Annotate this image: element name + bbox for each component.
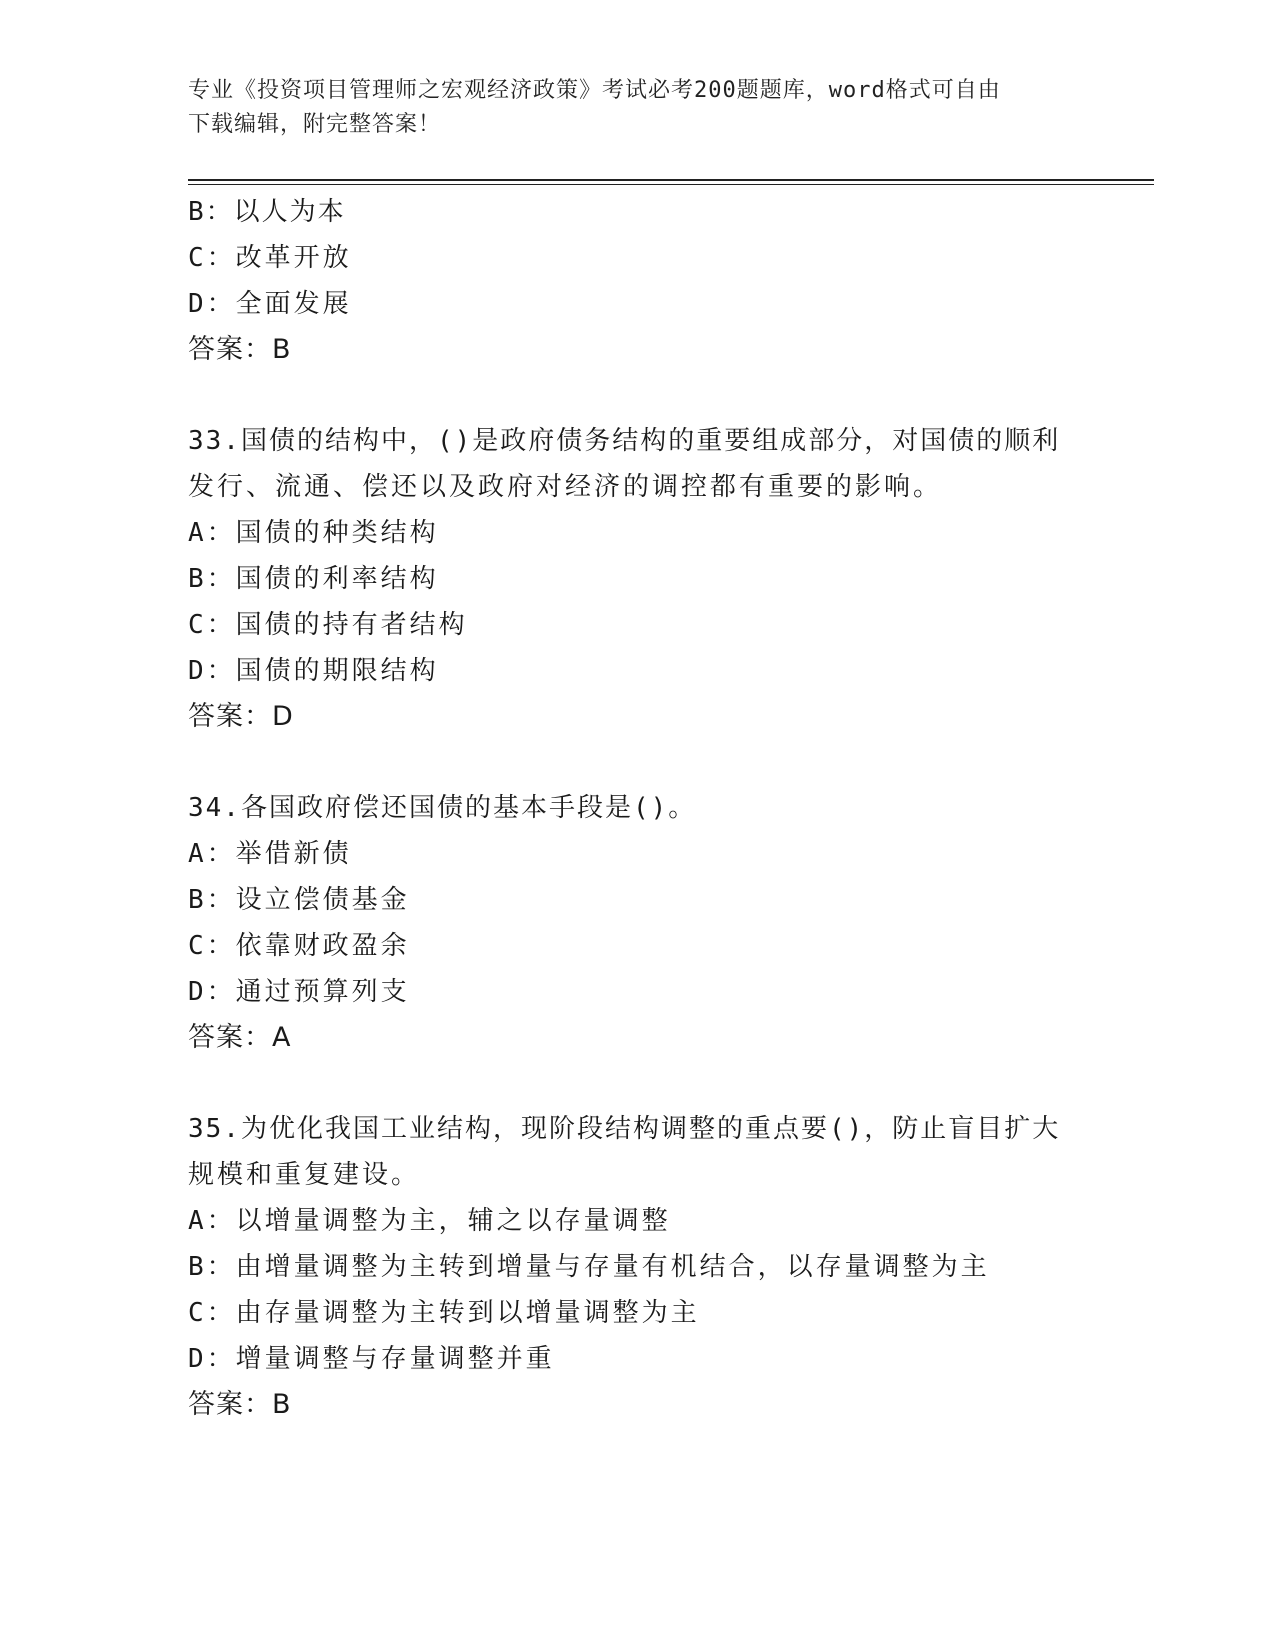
option-a: A：以增量调整为主，辅之以存量调整: [188, 1206, 671, 1236]
option-b: B：设立偿债基金: [188, 885, 410, 915]
option-c: C：国债的持有者结构: [188, 610, 468, 640]
question-stem: 35.为优化我国工业结构，现阶段结构调整的重点要()，防止盲目扩大: [188, 1114, 1061, 1144]
option-d: D：增量调整与存量调整并重: [188, 1344, 555, 1374]
answer-line: 答案：A: [188, 1022, 292, 1053]
option-c: C：改革开放: [188, 243, 352, 273]
option-b: B：由增量调整为主转到增量与存量有机结合，以存量调整为主: [188, 1252, 990, 1282]
header-divider-thick: [188, 179, 1154, 181]
option-a: A：国债的种类结构: [188, 518, 439, 548]
header-line-2: 下载编辑，附完整答案！: [188, 112, 442, 137]
header-divider-thin: [188, 184, 1154, 185]
question-stem: 规模和重复建设。: [188, 1160, 421, 1190]
question-stem: 发行、流通、偿还以及政府对经济的调控都有重要的影响。: [188, 472, 943, 502]
option-b: B：国债的利率结构: [188, 564, 439, 594]
option-b: B：以人为本: [188, 197, 346, 227]
answer-line: 答案：B: [188, 334, 292, 365]
previous-question-tail: [188, 189, 1088, 373]
document-header: [188, 74, 1088, 142]
question-33: [188, 418, 1088, 740]
question-35: [188, 1106, 1088, 1428]
question-stem: 34.各国政府偿还国债的基本手段是()。: [188, 793, 697, 823]
answer-line: 答案：B: [188, 1389, 292, 1420]
option-c: C：依靠财政盈余: [188, 931, 410, 961]
option-c: C：由存量调整为主转到以增量调整为主: [188, 1298, 700, 1328]
question-stem: 33.国债的结构中，()是政府债务结构的重要组成部分，对国债的顺利: [188, 426, 1061, 456]
answer-line: 答案：D: [188, 701, 294, 732]
header-line-1: 专业《投资项目管理师之宏观经济政策》考试必考200题题库，word格式可自由: [188, 78, 1001, 103]
option-d: D：全面发展: [188, 289, 352, 319]
option-d: D：国债的期限结构: [188, 656, 439, 686]
option-d: D：通过预算列支: [188, 977, 410, 1007]
option-a: A：举借新债: [188, 839, 352, 869]
question-34: [188, 785, 1088, 1061]
question-list: [188, 189, 1088, 1428]
